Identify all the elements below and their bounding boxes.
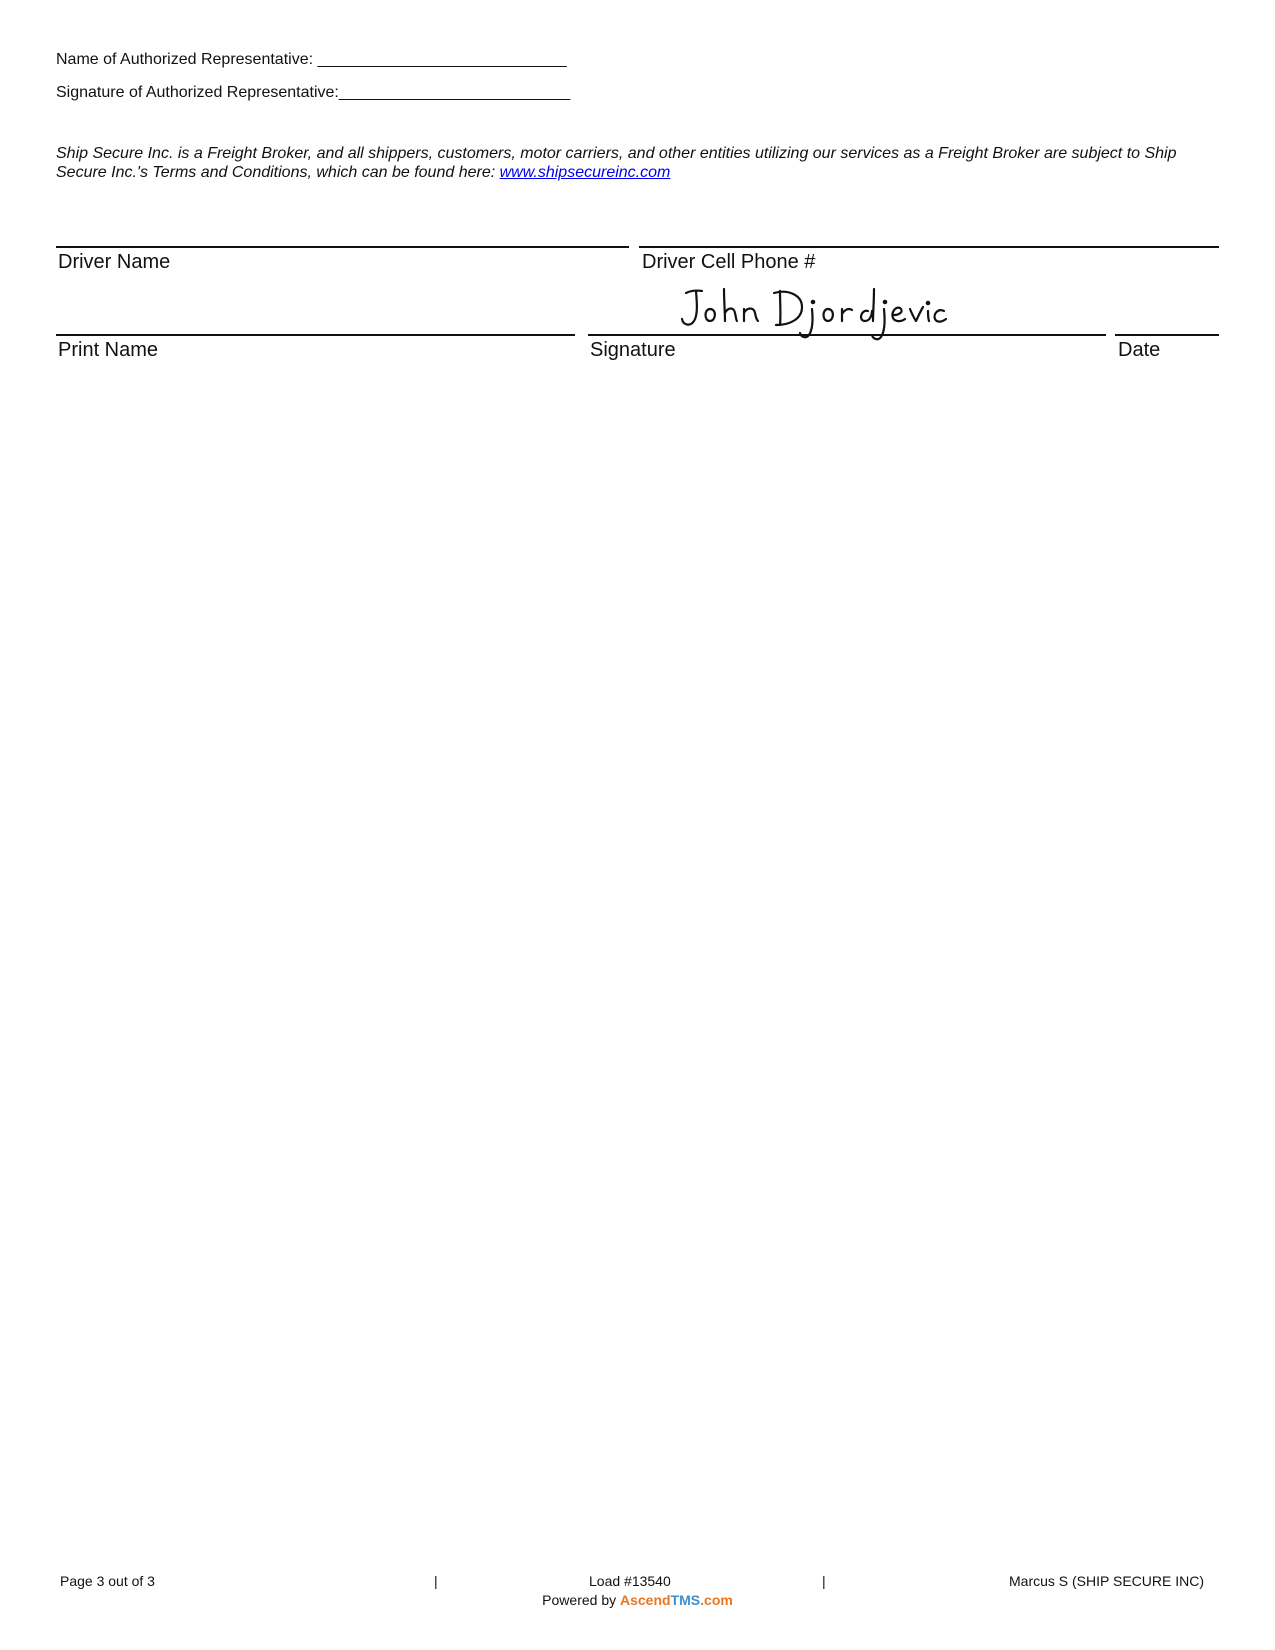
date-rule — [1115, 334, 1219, 336]
driver-phone-label: Driver Cell Phone # — [642, 251, 816, 273]
date-label: Date — [1118, 339, 1161, 361]
terms-disclaimer — [56, 144, 1226, 182]
footer-separator-right: | — [822, 1573, 826, 1589]
signature-label: Signature — [590, 339, 676, 361]
authorized-rep-signature-blank[interactable]: __________________________ — [338, 84, 571, 101]
authorized-rep-signature-line — [56, 84, 570, 102]
driver-name-rule — [56, 246, 629, 248]
footer-user: Marcus S (SHIP SECURE INC) — [1009, 1573, 1204, 1589]
load-number: Load #13540 — [589, 1573, 671, 1589]
authorized-rep-name-blank[interactable]: ____________________________ — [317, 51, 567, 68]
authorized-rep-signature-label: Signature of Authorized Representative: — [56, 84, 339, 101]
driver-phone-rule — [639, 246, 1219, 248]
page-number: Page 3 out of 3 — [60, 1573, 155, 1589]
terms-link[interactable]: www.shipsecureinc.com — [499, 164, 671, 181]
print-name-label: Print Name — [58, 339, 159, 361]
print-name-rule — [56, 334, 575, 336]
signature-rule — [588, 334, 1106, 336]
powered-by-line — [0, 1592, 1275, 1608]
authorized-rep-name-label: Name of Authorized Representative: — [56, 51, 314, 68]
driver-name-label: Driver Name — [58, 251, 171, 273]
brand-com: .com — [700, 1592, 733, 1608]
brand-ascend: Ascend — [620, 1592, 671, 1608]
authorized-rep-name-line — [56, 51, 567, 69]
disclaimer-text: Ship Secure Inc. is a Freight Broker, and all shippers, customers, motor carriers, and other entities utilizing our services as a Freight Broker are subject to Ship Secure Inc.'s Terms and Conditions, which can be found here: — [56, 145, 1177, 181]
powered-by-label: Powered by — [542, 1592, 617, 1608]
footer-separator-left: | — [434, 1573, 438, 1589]
brand-tms: TMS — [670, 1592, 701, 1608]
ascendtms-logo[interactable] — [620, 1592, 733, 1608]
